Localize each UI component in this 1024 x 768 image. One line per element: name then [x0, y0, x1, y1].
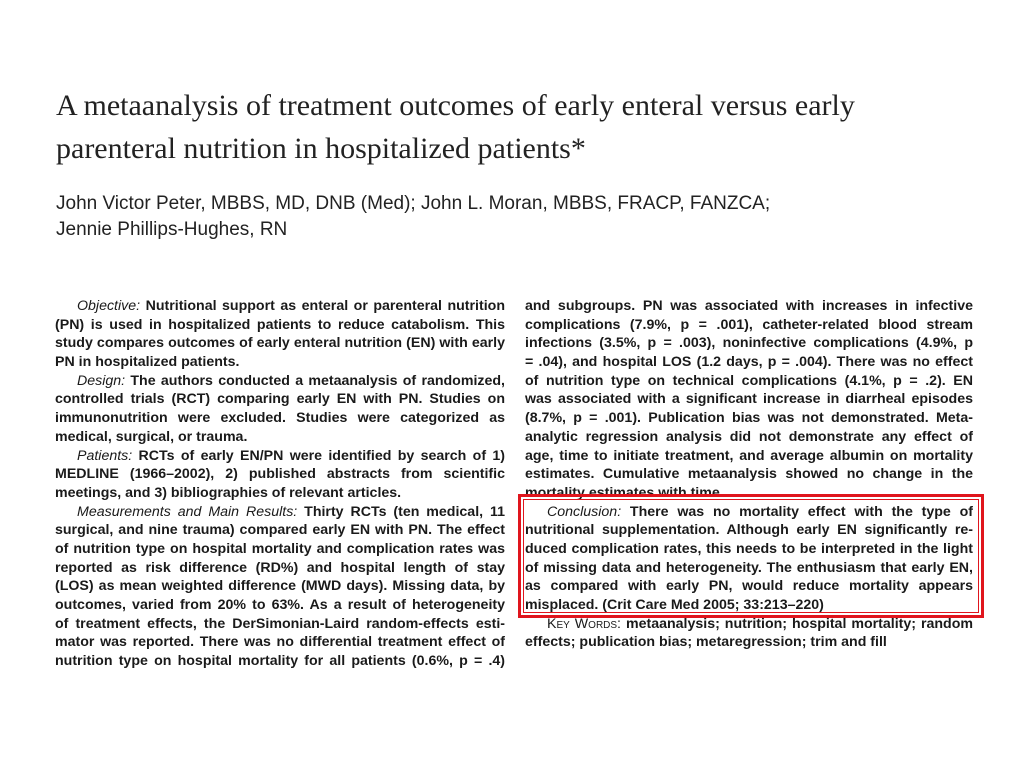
conclusion-label: Conclusion: — [547, 503, 622, 520]
design-label: Design: — [77, 372, 126, 389]
conclusion-line: misplaced. (Crit Care Med 2005; 33:213–220) — [525, 597, 824, 613]
design-text: The authors conducted a metaanalysis of randomized, — [125, 372, 505, 389]
conclusion-line: as compared with early PN, would reduce mortality appears — [525, 578, 973, 595]
keywords-label: Key Words: — [547, 615, 621, 632]
objective-text: Nutritional support as enteral or parenteral nutrition — [140, 298, 505, 314]
author-list — [56, 191, 986, 243]
keywords-text: metaanalysis; nutrition; hospital mortality; random — [621, 615, 973, 632]
results-line: age, time to initiate treatment, and average albumin on mortality — [525, 447, 973, 464]
patients-label: Patients: — [77, 447, 133, 464]
design-line: immunonutrition were excluded. Studies were categorized as — [55, 410, 505, 427]
title-line: A metaanalysis of treatment outcomes of early enteral versus early — [56, 89, 855, 122]
measurements-line: outcomes, varied from 20% to 63%. As a result of heterogeneity — [55, 597, 505, 613]
objective-line: PN in hospitalized patients. — [55, 354, 240, 371]
results-line: analytic regression analysis did not demonstrate any effect of — [525, 428, 973, 445]
authors-line: John Victor Peter, MBBS, MD, DNB (Med); John L. Moran, MBBS, FRACP, FANZCA; — [56, 193, 771, 214]
conclusion-line: nutritional supplementation. Although early EN significantly re- — [525, 522, 973, 539]
design-line: medical, surgical, or trauma. — [55, 428, 248, 445]
conclusion-highlight-box — [518, 494, 984, 618]
measurements-label: Measurements and Main Results: — [77, 503, 298, 520]
measurements-line: nutrition type on hospital mortality for all patients (0.6%, p = .4) — [55, 653, 505, 670]
keywords-line: effects; publication bias; metaregression; trim and fill — [525, 634, 887, 651]
patients-line — [55, 447, 505, 466]
design-line: controlled trials (RCT) comparing early EN with PN. Studies on — [55, 391, 505, 408]
objective-line — [55, 297, 505, 316]
patients-line: MEDLINE (1966–2002), 2) published abstracts from scientific — [55, 466, 505, 483]
results-line: infections (3.5%, p = .003), noninfective complications (4.9%, p — [525, 335, 973, 352]
patients-text: RCTs of early EN/PN were identified by search of 1) — [132, 447, 505, 464]
results-line: (8.7%, p = .001). Publication bias was not demonstrated. Meta- — [525, 410, 973, 427]
results-line: = .04), and hospital LOS (1.2 days, p = .004). There was no effect — [525, 354, 973, 371]
results-line: of nutrition type on technical complications (4.1%, p = .2). EN — [525, 372, 973, 389]
article-title — [56, 84, 986, 170]
measurements-line: (LOS) as mean weighted difference (MWD days). Missing data, by — [55, 578, 505, 595]
abstract-left-column — [55, 297, 505, 671]
conclusion-line: duced complication rates, this needs to be interpreted in the light — [525, 540, 973, 557]
measurements-line: of nutrition type on hospital mortality and complication rates was — [55, 540, 505, 557]
results-line: estimates. Cumulative metaanalysis showed no change in the — [525, 466, 973, 483]
measurements-line: mator was reported. There was no differential treatment effect of — [55, 634, 505, 651]
results-line: and subgroups. PN was associated with increases in infective — [525, 298, 973, 314]
conclusion-line: of missing data and heterogeneity. The enthusiasm that early EN, — [525, 559, 973, 576]
authors-line: Jennie Phillips-Hughes, RN — [56, 219, 288, 240]
objective-line: study compares outcomes of early enteral nutrition (EN) with early — [55, 335, 505, 352]
conclusion-text: There was no mortality effect with the type of — [621, 503, 973, 520]
title-line: parenteral nutrition in hospitalized patients* — [56, 132, 586, 165]
results-line: complications (7.9%, p = .001), catheter-related blood stream — [525, 316, 973, 333]
patients-line: meetings, and 3) bibliographies of relevant articles. — [55, 484, 402, 501]
measurements-line: reported as risk difference (RD%) and hospital length of stay — [55, 559, 505, 576]
measurements-text: Thirty RCTs (ten medical, 11 — [297, 503, 505, 520]
objective-label: Objective: — [77, 298, 141, 314]
design-line — [55, 372, 505, 391]
measurements-line: of treatment effects, the DerSimonian-Laird random-effects esti- — [55, 615, 505, 632]
results-line: was associated with a significant increase in diarrheal episodes — [525, 391, 973, 408]
measurements-line — [55, 503, 505, 522]
objective-line: (PN) is used in hospitalized patients to reduce catabolism. This — [55, 316, 505, 333]
results-line: mortality estimates with time. — [525, 484, 724, 501]
measurements-line: surgical, and nine trauma) compared early EN with PN. The effect — [55, 522, 505, 539]
